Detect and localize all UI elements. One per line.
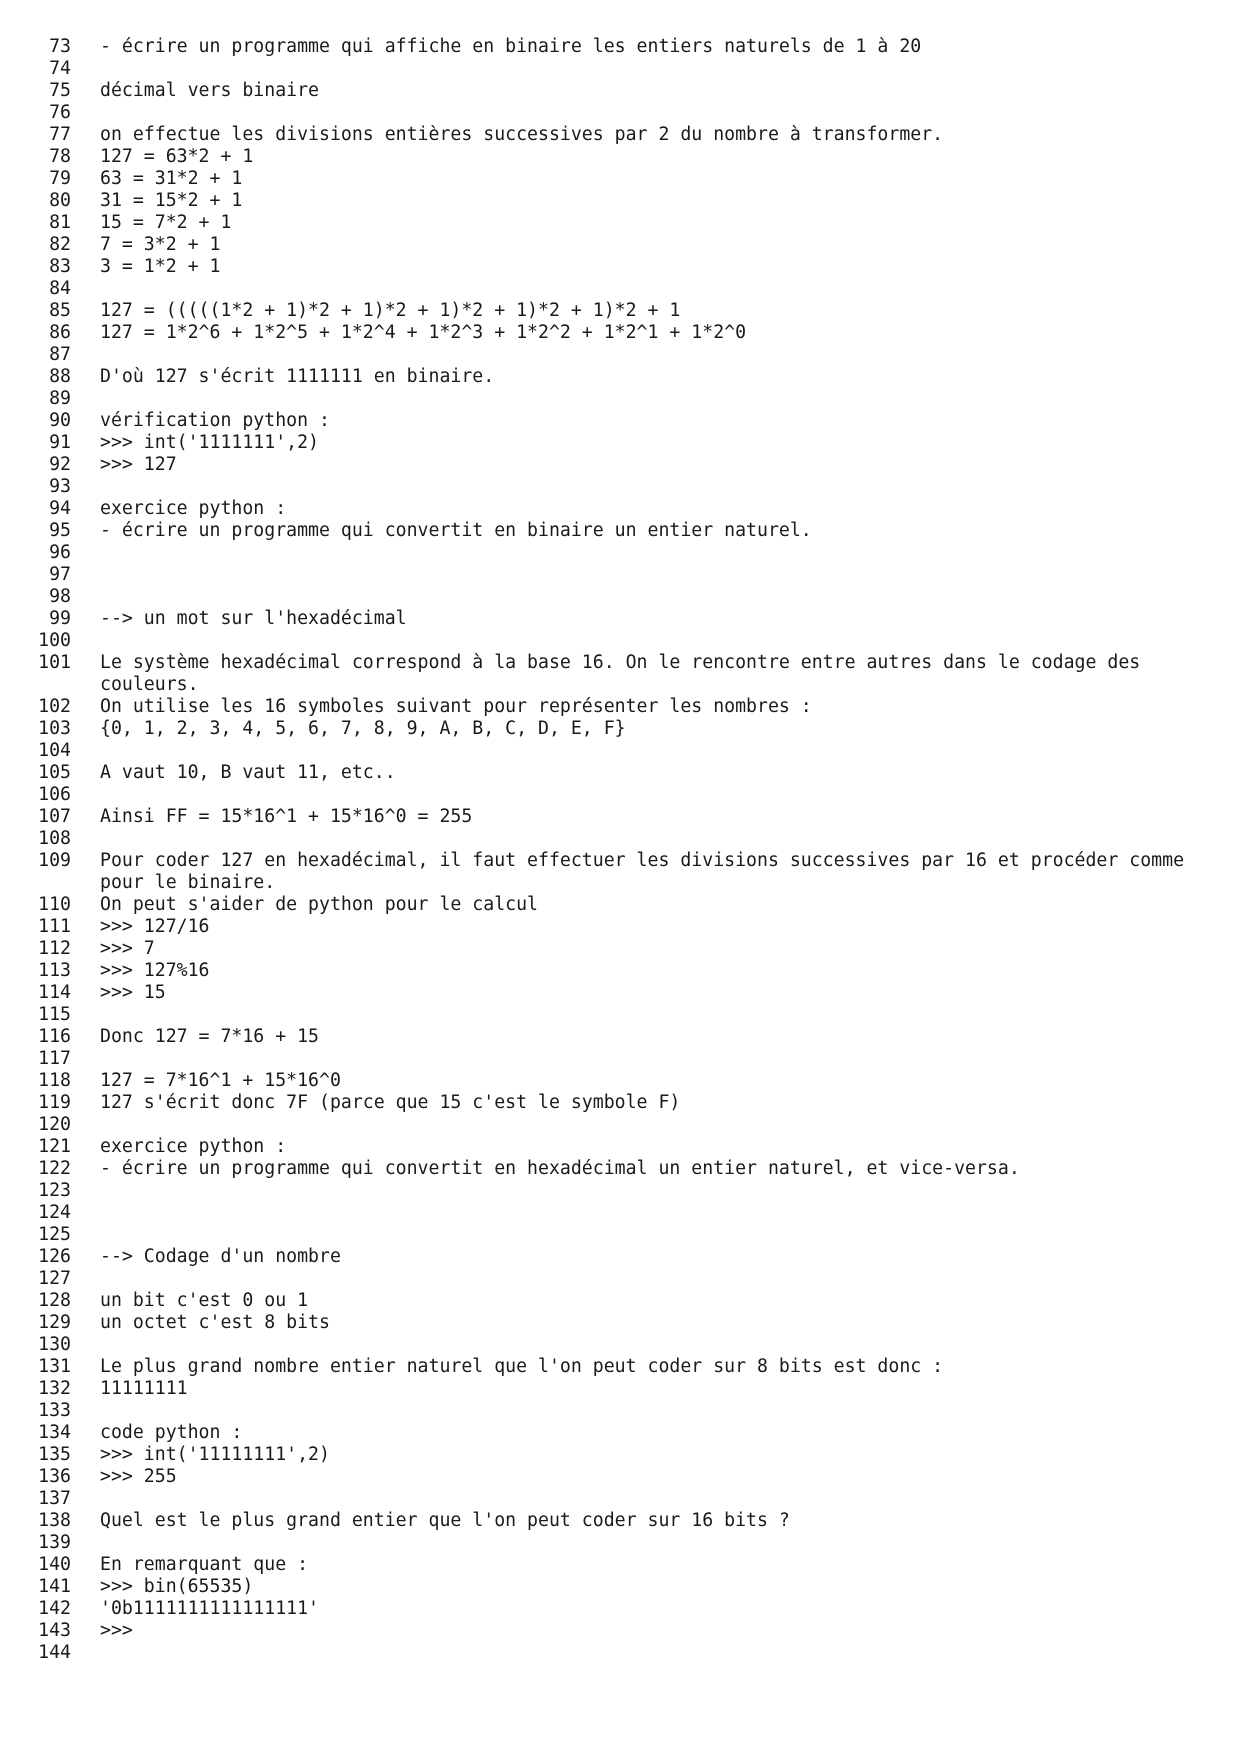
code-line — [0, 410, 1240, 432]
code-listing — [0, 36, 1240, 1664]
code-line — [0, 1070, 1240, 1092]
code-line — [0, 1488, 1240, 1510]
line-text: >>> int('1111111',2) — [100, 432, 319, 453]
line-text: 11111111 — [100, 1378, 188, 1399]
line-number: 74 — [49, 58, 71, 79]
code-line — [0, 1158, 1240, 1180]
line-number: 144 — [38, 1642, 71, 1663]
code-line — [0, 190, 1240, 212]
code-line — [0, 1092, 1240, 1114]
line-number: 114 — [38, 982, 71, 1003]
line-text: 127 = 1*2^6 + 1*2^5 + 1*2^4 + 1*2^3 + 1*2^2 + 1*2^1 + 1*2^0 — [100, 322, 747, 343]
line-number: 127 — [38, 1268, 71, 1289]
code-line — [0, 806, 1240, 828]
code-line — [0, 520, 1240, 542]
line-text: un octet c'est 8 bits — [100, 1312, 330, 1333]
code-line — [0, 740, 1240, 762]
line-number: 113 — [38, 960, 71, 981]
line-text: - écrire un programme qui convertit en binaire un entier naturel. — [100, 520, 812, 541]
line-text: 127 = 63*2 + 1 — [100, 146, 254, 167]
line-number: 106 — [38, 784, 71, 805]
line-number: 130 — [38, 1334, 71, 1355]
line-text: 31 = 15*2 + 1 — [100, 190, 243, 211]
code-line — [0, 586, 1240, 608]
line-text: {0, 1, 2, 3, 4, 5, 6, 7, 8, 9, A, B, C, D, E, F} — [100, 718, 626, 739]
code-line — [0, 168, 1240, 190]
line-number: 87 — [49, 344, 71, 365]
line-text: >>> 15 — [100, 982, 166, 1003]
line-number: 107 — [38, 806, 71, 827]
line-number: 99 — [49, 608, 71, 629]
line-number: 110 — [38, 894, 71, 915]
line-number: 109 — [38, 850, 71, 871]
code-line — [0, 916, 1240, 938]
code-line — [0, 1576, 1240, 1598]
code-line — [0, 476, 1240, 498]
line-text: 63 = 31*2 + 1 — [100, 168, 243, 189]
code-line — [0, 1026, 1240, 1048]
code-line — [0, 388, 1240, 410]
line-text: D'où 127 s'écrit 1111111 en binaire. — [100, 366, 495, 387]
code-line — [0, 1202, 1240, 1224]
line-number: 115 — [38, 1004, 71, 1025]
line-number: 111 — [38, 916, 71, 937]
code-line — [0, 1378, 1240, 1400]
code-line — [0, 322, 1240, 344]
line-number: 135 — [38, 1444, 71, 1465]
code-line — [0, 1180, 1240, 1202]
line-text: - écrire un programme qui affiche en binaire les entiers naturels de 1 à 20 — [100, 36, 922, 57]
line-text: 15 = 7*2 + 1 — [100, 212, 232, 233]
line-text: - écrire un programme qui convertit en hexadécimal un entier naturel, et vice-versa. — [100, 1158, 1020, 1179]
line-number: 92 — [49, 454, 71, 475]
line-number: 80 — [49, 190, 71, 211]
code-line — [0, 1356, 1240, 1378]
line-text: on effectue les divisions entières successives par 2 du nombre à transformer. — [100, 124, 944, 145]
line-number: 75 — [49, 80, 71, 101]
code-line — [0, 1312, 1240, 1334]
code-line — [0, 1466, 1240, 1488]
line-number: 77 — [49, 124, 71, 145]
line-text: --> Codage d'un nombre — [100, 1246, 341, 1267]
code-line — [0, 58, 1240, 80]
code-line — [0, 300, 1240, 322]
code-line — [0, 696, 1240, 718]
line-text: >>> 127%16 — [100, 960, 210, 981]
line-text: vérification python : — [100, 410, 330, 431]
line-number: 141 — [38, 1576, 71, 1597]
line-number: 142 — [38, 1598, 71, 1619]
line-text: On utilise les 16 symboles suivant pour représenter les nombres : — [100, 696, 812, 717]
code-line — [0, 608, 1240, 630]
code-line — [0, 718, 1240, 740]
code-line — [0, 1334, 1240, 1356]
line-text: '0b1111111111111111' — [100, 1598, 319, 1619]
line-number: 100 — [38, 630, 71, 651]
line-text: 127 = 7*16^1 + 15*16^0 — [100, 1070, 341, 1091]
line-text: >>> 127/16 — [100, 916, 210, 937]
line-number: 90 — [49, 410, 71, 431]
line-number: 118 — [38, 1070, 71, 1091]
line-number: 119 — [38, 1092, 71, 1113]
line-number: 82 — [49, 234, 71, 255]
code-line — [0, 454, 1240, 476]
line-text: Le plus grand nombre entier naturel que l'on peut coder sur 8 bits est donc : — [100, 1356, 944, 1377]
code-line — [0, 146, 1240, 168]
line-number: 131 — [38, 1356, 71, 1377]
line-number: 81 — [49, 212, 71, 233]
line-text: Quel est le plus grand entier que l'on peut coder sur 16 bits ? — [100, 1510, 790, 1531]
line-text: Le système hexadécimal correspond à la base 16. On le rencontre entre autres dans le codage des couleurs. — [100, 652, 1152, 695]
line-text: Ainsi FF = 15*16^1 + 15*16^0 = 255 — [100, 806, 473, 827]
code-line — [0, 1642, 1240, 1664]
line-number: 108 — [38, 828, 71, 849]
line-text: Pour coder 127 en hexadécimal, il faut effectuer les divisions successives par 16 et procéder comme pour le binaire. — [100, 850, 1195, 893]
line-number: 137 — [38, 1488, 71, 1509]
line-text: En remarquant que : — [100, 1554, 309, 1575]
code-line — [0, 366, 1240, 388]
line-text: --> un mot sur l'hexadécimal — [100, 608, 407, 629]
line-number: 86 — [49, 322, 71, 343]
code-line — [0, 982, 1240, 1004]
line-number: 124 — [38, 1202, 71, 1223]
line-text: >>> 127 — [100, 454, 177, 475]
line-text: un bit c'est 0 ou 1 — [100, 1290, 309, 1311]
code-line — [0, 1136, 1240, 1158]
line-number: 136 — [38, 1466, 71, 1487]
line-number: 102 — [38, 696, 71, 717]
line-number: 138 — [38, 1510, 71, 1531]
code-line — [0, 960, 1240, 982]
line-number: 76 — [49, 102, 71, 123]
code-line — [0, 630, 1240, 652]
line-number: 98 — [49, 586, 71, 607]
code-line — [0, 1246, 1240, 1268]
code-line — [0, 652, 1240, 696]
line-text: code python : — [100, 1422, 243, 1443]
code-line — [0, 1444, 1240, 1466]
line-number: 88 — [49, 366, 71, 387]
line-number: 123 — [38, 1180, 71, 1201]
line-text: 127 = (((((1*2 + 1)*2 + 1)*2 + 1)*2 + 1)*2 + 1)*2 + 1 — [100, 300, 681, 321]
code-line — [0, 828, 1240, 850]
code-line — [0, 784, 1240, 806]
code-line — [0, 1268, 1240, 1290]
line-number: 105 — [38, 762, 71, 783]
code-line — [0, 1114, 1240, 1136]
code-line — [0, 432, 1240, 454]
code-line — [0, 1048, 1240, 1070]
code-line — [0, 212, 1240, 234]
line-number: 117 — [38, 1048, 71, 1069]
line-number: 116 — [38, 1026, 71, 1047]
line-text: >>> 255 — [100, 1466, 177, 1487]
line-text: 3 = 1*2 + 1 — [100, 256, 221, 277]
line-number: 140 — [38, 1554, 71, 1575]
code-line — [0, 344, 1240, 366]
code-line — [0, 1290, 1240, 1312]
code-line — [0, 1004, 1240, 1026]
code-line — [0, 80, 1240, 102]
code-line — [0, 1554, 1240, 1576]
line-text: >>> int('11111111',2) — [100, 1444, 330, 1465]
line-text: 7 = 3*2 + 1 — [100, 234, 221, 255]
line-number: 91 — [49, 432, 71, 453]
line-number: 84 — [49, 278, 71, 299]
line-number: 125 — [38, 1224, 71, 1245]
line-number: 73 — [49, 36, 71, 57]
code-line — [0, 498, 1240, 520]
code-line — [0, 1224, 1240, 1246]
line-text: exercice python : — [100, 1136, 287, 1157]
line-number: 128 — [38, 1290, 71, 1311]
code-line — [0, 938, 1240, 960]
line-number: 104 — [38, 740, 71, 761]
line-number: 83 — [49, 256, 71, 277]
line-number: 78 — [49, 146, 71, 167]
line-text: exercice python : — [100, 498, 287, 519]
line-text: Donc 127 = 7*16 + 15 — [100, 1026, 319, 1047]
line-number: 85 — [49, 300, 71, 321]
line-number: 97 — [49, 564, 71, 585]
line-number: 122 — [38, 1158, 71, 1179]
line-number: 103 — [38, 718, 71, 739]
code-line — [0, 894, 1240, 916]
line-number: 94 — [49, 498, 71, 519]
code-line — [0, 234, 1240, 256]
code-line — [0, 1620, 1240, 1642]
line-text: 127 s'écrit donc 7F (parce que 15 c'est le symbole F) — [100, 1092, 681, 1113]
code-line — [0, 1598, 1240, 1620]
line-text: A vaut 10, B vaut 11, etc.. — [100, 762, 396, 783]
line-number: 134 — [38, 1422, 71, 1443]
code-line — [0, 564, 1240, 586]
line-text: décimal vers binaire — [100, 80, 319, 101]
line-number: 133 — [38, 1400, 71, 1421]
line-text: >>> — [100, 1620, 133, 1641]
line-text: >>> 7 — [100, 938, 155, 959]
code-line — [0, 1510, 1240, 1532]
line-number: 129 — [38, 1312, 71, 1333]
line-number: 112 — [38, 938, 71, 959]
code-line — [0, 124, 1240, 146]
line-number: 126 — [38, 1246, 71, 1267]
line-number: 96 — [49, 542, 71, 563]
code-line — [0, 102, 1240, 124]
code-line — [0, 256, 1240, 278]
code-line — [0, 36, 1240, 58]
code-line — [0, 762, 1240, 784]
line-number: 101 — [38, 652, 71, 673]
code-line — [0, 1532, 1240, 1554]
line-number: 95 — [49, 520, 71, 541]
code-line — [0, 1400, 1240, 1422]
line-text: >>> bin(65535) — [100, 1576, 254, 1597]
line-number: 143 — [38, 1620, 71, 1641]
line-text: On peut s'aider de python pour le calcul — [100, 894, 538, 915]
code-line — [0, 1422, 1240, 1444]
line-number: 89 — [49, 388, 71, 409]
line-number: 93 — [49, 476, 71, 497]
line-number: 120 — [38, 1114, 71, 1135]
line-number: 132 — [38, 1378, 71, 1399]
code-line — [0, 542, 1240, 564]
code-line — [0, 278, 1240, 300]
line-number: 79 — [49, 168, 71, 189]
line-number: 139 — [38, 1532, 71, 1553]
code-line — [0, 850, 1240, 894]
line-number: 121 — [38, 1136, 71, 1157]
